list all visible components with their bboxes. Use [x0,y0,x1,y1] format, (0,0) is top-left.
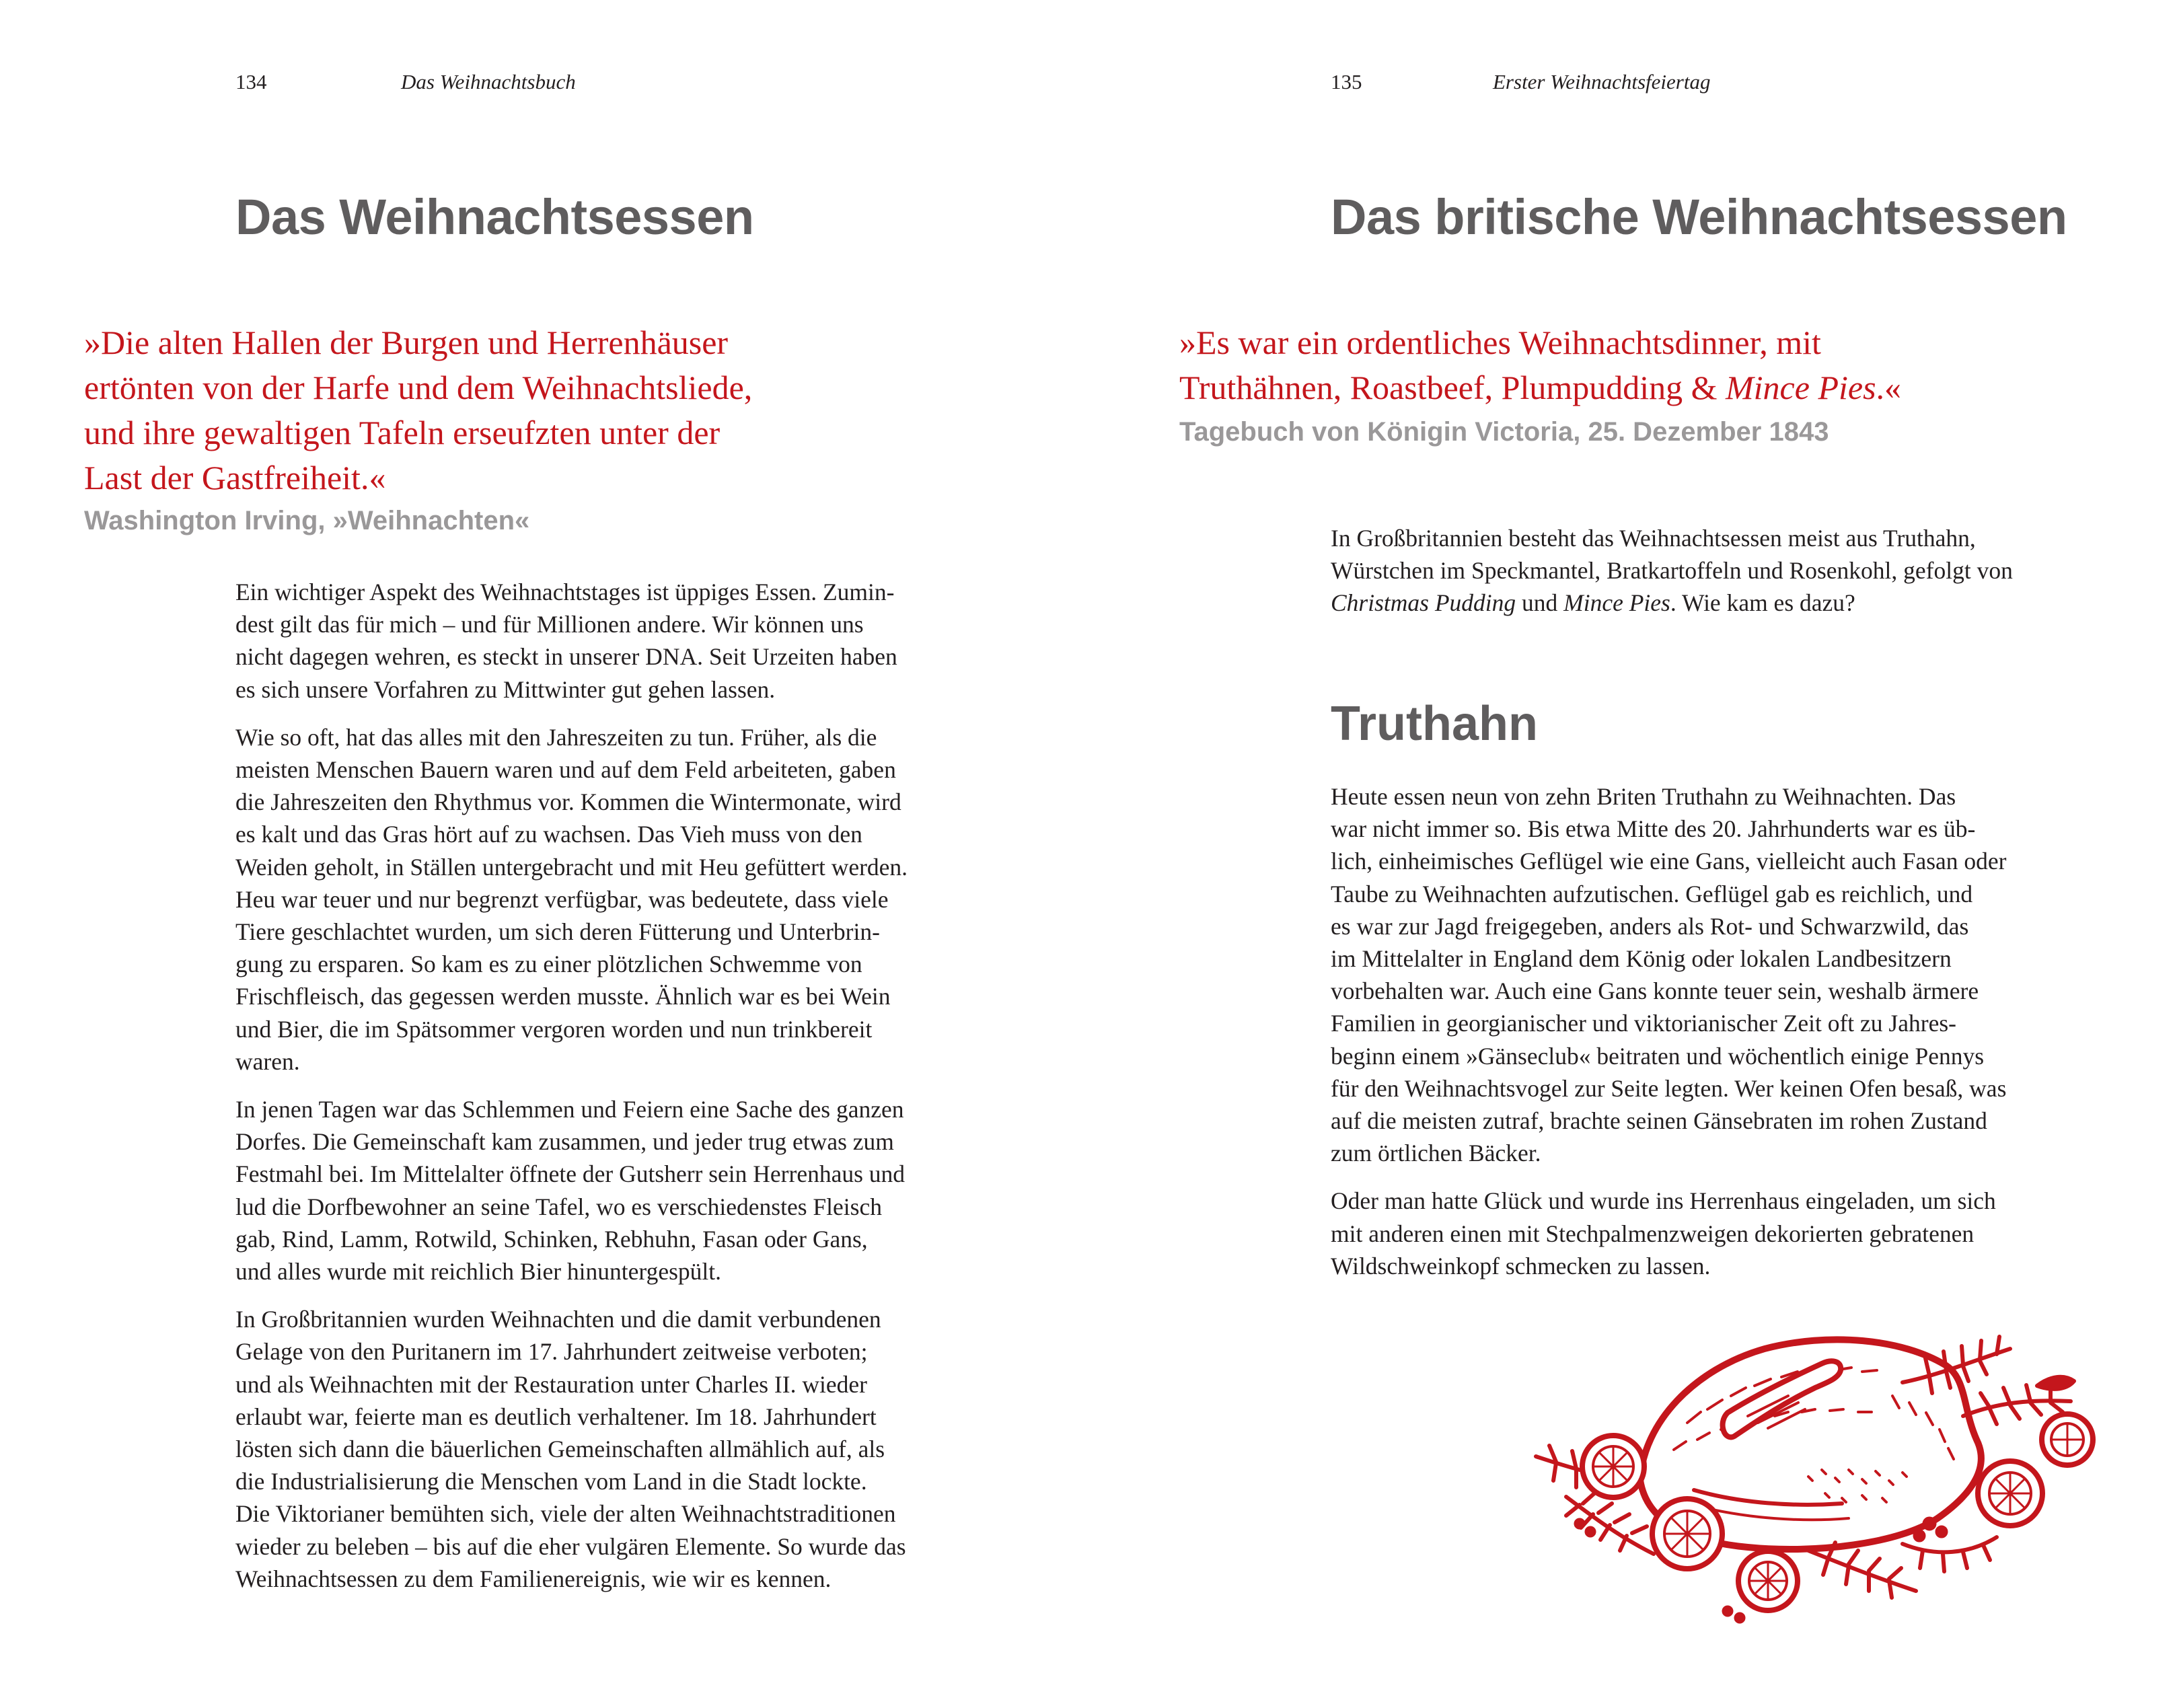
page-number: 134 [235,70,267,94]
text-line: waren. [235,1047,300,1075]
epigraph-line: »Es war ein ordentliches Weihnachtsdinner, mit [1179,324,1821,361]
text-line [1331,587,2013,619]
text-line: die Jahreszeiten den Rhythmus vor. Kommen die Wintermonate, wird [235,788,901,816]
epigraph-text: Truthähnen, Roastbeef, Plumpudding & [1179,369,1726,406]
citrus-slice [1738,1551,1798,1610]
italic-term: Mince Pies [1563,589,1670,617]
text-line: gung zu ersparen. So kam es zu einer plötzlichen Schwemme von [235,951,862,978]
epigraph-line [1179,365,1901,410]
text-fragment: . Wie kam es dazu? [1670,589,1855,617]
text-line: zum örtlichen Bäcker. [1331,1140,1541,1167]
running-title: Das Weihnachtsbuch [401,70,576,94]
text-line: erlaubt war, feierte man es deutlich verhaltener. Im 18. Jahrhundert [235,1403,877,1430]
paragraph [235,1303,908,1595]
text-line: es sich unsere Vorfahren zu Mittwinter gut gehen lassen. [235,675,776,703]
text-line: In jenen Tagen war das Schlemmen und Feiern eine Sache des ganzen [235,1096,904,1123]
text-line: Heute essen neun von zehn Briten Truthahn zu Weihnachten. Das [1331,783,1956,810]
epigraph-emphasis: Mince Pies [1726,369,1876,406]
text-line: Weiden geholt, in Ställen untergebracht und mit Heu gefüttert werden. [235,853,908,881]
paragraph [235,1093,908,1288]
text-line: mit anderen einen mit Stechpalmenzweigen dekorierten gebratenen [1331,1220,1975,1247]
text-line: Dorfes. Die Gemeinschaft kam zusammen, und jeder trug etwas zum [235,1128,894,1156]
text-line: im Mittelalter in England dem König oder lokalen Landbesitzern [1331,945,1952,973]
epigraph-line: ertönten von der Harfe und dem Weihnachtsliede, [84,369,753,406]
epigraph-text: .« [1876,369,1902,406]
text-line: Ein wichtiger Aspekt des Weihnachtstages ist üppiges Essen. Zumin- [235,579,895,605]
intro-text [1331,522,2013,635]
text-line: Festmahl bei. Im Mittelalter öffnete der Gutsherr sein Herrenhaus und [235,1160,906,1188]
text-line: Frischfleisch, das gegessen werden musste. Ähnlich war es bei Wein [235,983,891,1010]
paragraph [1331,1185,2007,1282]
text-line: gab, Rind, Lamm, Rotwild, Schinken, Rebhuhn, Fasan oder Gans, [235,1225,868,1253]
text-line: meisten Menschen Bauern waren und auf dem Feld arbeiteten, gaben [235,756,896,784]
text-line: auf die meisten zutraf, brachte seinen Gänsebraten im rohen Zustand [1331,1107,1987,1135]
text-line: In Großbritannien wurden Weihnachten und die damit verbundenen [235,1306,881,1333]
text-line: war nicht immer so. Bis etwa Mitte des 20. Jahrhunderts war es üb- [1331,815,1976,843]
text-line: Oder man hatte Glück und wurde ins Herrenhaus eingeladen, um sich [1331,1187,1996,1215]
epigraph [84,320,752,500]
text-line: Wie so oft, hat das alles mit den Jahreszeiten zu tun. Früher, als die [235,723,877,751]
roast-bird-illustration [1526,1322,2111,1641]
text-line: lud die Dorfbewohner an seine Tafel, wo es verschiedenstes Fleisch [235,1193,882,1220]
text-line: Wildschweinkopf schmecken zu lassen. [1331,1252,1711,1279]
text-line: es war zur Jagd freigegeben, anders als Rot- und Schwarzwild, das [1331,912,1969,940]
text-line: beginn einem »Gänseclub« beitraten und wöchentlich einige Pennys [1331,1042,1985,1070]
text-fragment: und [1516,589,1564,617]
epigraph [1179,320,1901,410]
section-heading: Truthahn [1331,697,1538,751]
body-text [1331,780,2007,1298]
epigraph-attribution: Tagebuch von Königin Victoria, 25. Dezember 1843 [1179,417,1829,447]
text-line: und alles wurde mit reichlich Bier hinuntergespült. [235,1258,721,1286]
epigraph-line: und ihre gewaltigen Tafeln erseufzten unter der [84,414,721,451]
epigraph-line: »Die alten Hallen der Burgen und Herrenhäuser [84,324,729,361]
text-line: Würstchen im Speckmantel, Bratkartoffeln und Rosenkohl, gefolgt von [1331,557,2013,585]
text-line: wieder zu beleben – bis auf die eher vulgären Elemente. So wurde das [235,1532,906,1560]
paragraph [1331,522,2013,620]
body-text [235,576,908,1610]
text-line: Weihnachtsessen zu dem Familienereignis, wie wir es kennen. [235,1565,832,1592]
text-line: und Bier, die im Spätsommer vergoren worden und nun trinkbereit [235,1015,873,1043]
text-line: die Industrialisierung die Menschen vom Land in die Stadt lockte. [235,1468,867,1495]
italic-term: Christmas Pudding [1331,589,1516,617]
running-title: Erster Weihnachtsfeiertag [1493,70,1711,94]
paragraph [235,576,908,706]
citrus-slice [1582,1436,1644,1497]
text-line: für den Weihnachtsvogel zur Seite legten. Wer keinen Ofen besaß, was [1331,1074,2007,1102]
text-line: dest gilt das für mich – und für Millionen andere. Wir können uns [235,611,864,638]
page-number: 135 [1331,70,1362,94]
text-line: vorbehalten war. Auch eine Gans konnte teuer sein, weshalb ärmere [1331,977,1979,1005]
citrus-slice [1978,1461,2042,1526]
text-line: nicht dagegen wehren, es steckt in unserer DNA. Seit Urzeiten haben [235,643,897,671]
epigraph-attribution: Washington Irving, »Weihnachten« [84,506,530,535]
paragraph [1331,780,2007,1169]
paragraph [235,721,908,1078]
text-line: Gelage von den Puritanern im 17. Jahrhundert zeitweise verboten; [235,1338,868,1366]
text-line: Heu war teuer und nur begrenzt verfügbar, was bedeutete, dass viele [235,885,889,913]
chapter-heading: Das britische Weihnachtsessen [1331,189,2067,245]
text-line: Familien in georgianischer und viktorianischer Zeit oft zu Jahres- [1331,1010,1956,1037]
epigraph-line: Last der Gastfreiheit.« [84,459,386,496]
text-line: Die Viktorianer bemühten sich, viele der alten Weihnachtstraditionen [235,1500,896,1528]
text-line: lich, einheimisches Geflügel wie eine Gans, vielleicht auch Fasan oder [1331,848,2007,875]
text-line: und als Weihnachten mit der Restauration unter Charles II. wieder [235,1370,867,1398]
text-line: Taube zu Weihnachten aufzutischen. Geflügel gab es reichlich, und [1331,880,1973,907]
right-page [1088,0,2177,1708]
citrus-slice [2042,1414,2093,1465]
text-line: es kalt und das Gras hört auf zu wachsen. Das Vieh muss von den [235,821,862,848]
chapter-heading: Das Weihnachtsessen [235,189,754,245]
text-line: lösten sich dann die bäuerlichen Gemeinschaften allmählich auf, als [235,1436,885,1463]
left-page [0,0,1088,1708]
text-line: In Großbritannien besteht das Weihnachtsessen meist aus Truthahn, [1331,525,1976,552]
text-line: Tiere geschlachtet wurden, um sich deren Fütterung und Unterbrin- [235,918,880,946]
citrus-slice [1652,1499,1722,1569]
